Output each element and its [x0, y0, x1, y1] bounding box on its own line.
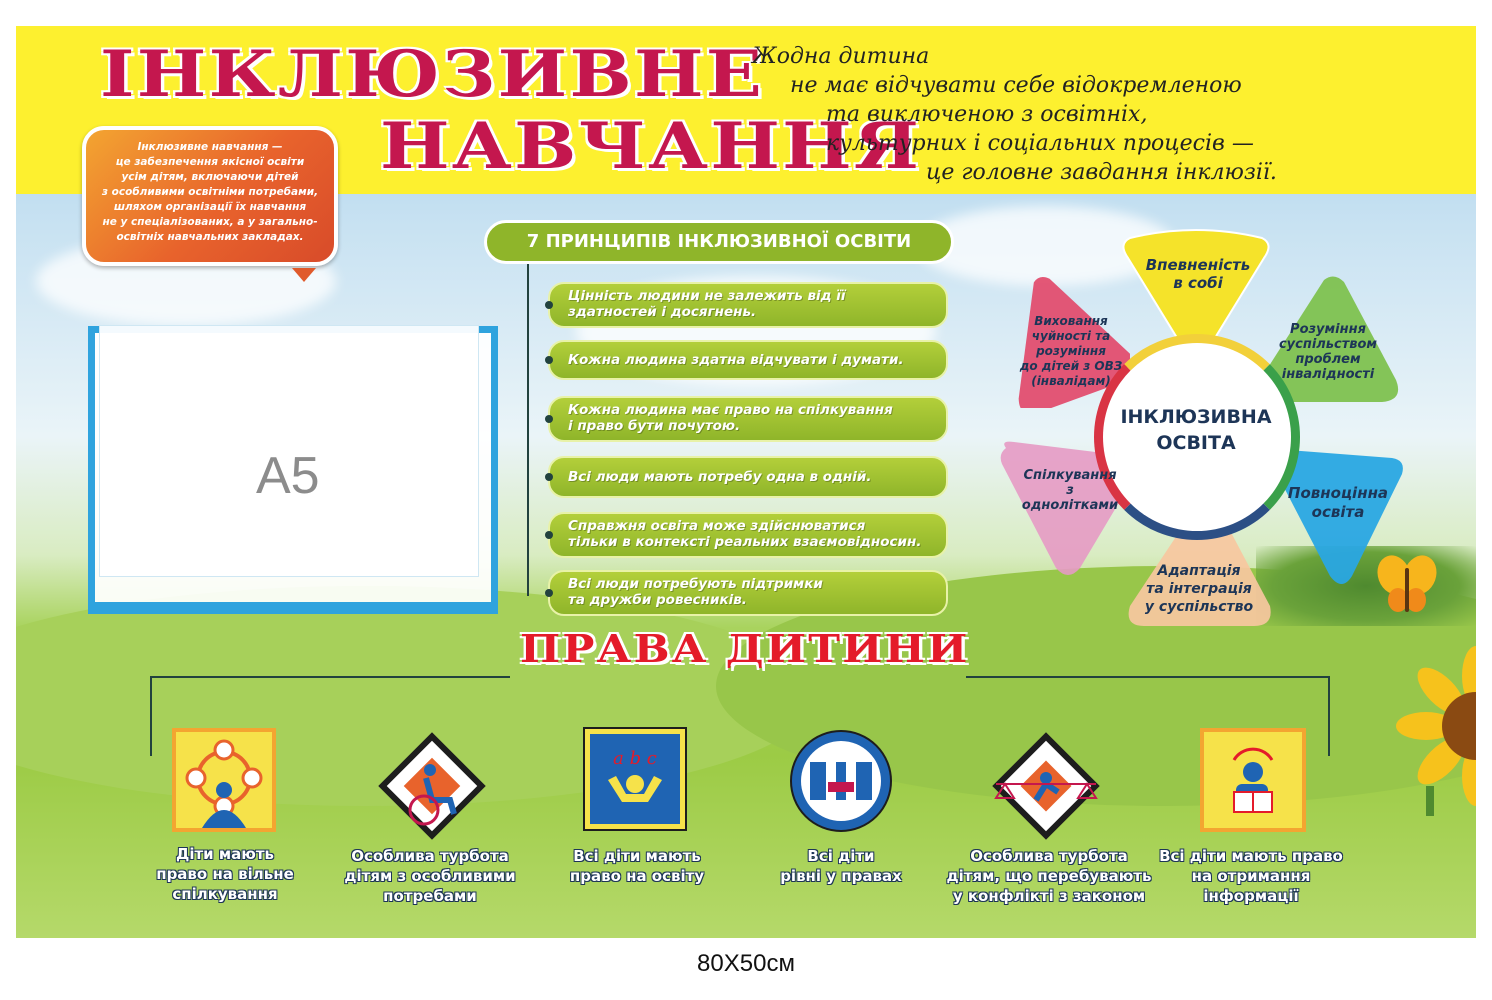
definition-line: це забезпечення якісної освіти — [115, 156, 305, 168]
bullet-dot — [545, 531, 553, 539]
principle-line: Кожна людина має право на спілкування — [568, 402, 893, 418]
principle-line: здатностей і досягнень. — [568, 304, 757, 320]
rights-title: ПРАВА ДИТИНИ — [520, 626, 970, 671]
petal-label — [1130, 256, 1266, 292]
right-label-line: Всі діти мають право — [1159, 847, 1343, 865]
principles-connector — [527, 264, 529, 596]
principle-item — [548, 396, 948, 442]
title-line-1: ІНКЛЮЗИВНЕ — [100, 37, 765, 112]
petal-label — [1010, 468, 1130, 513]
definition-line: шляхом організації їх навчання — [113, 201, 307, 213]
definition-bubble-tail — [292, 268, 316, 282]
right-label-line: у конфлікті з законом — [952, 887, 1146, 905]
petal-line: освіта — [1311, 503, 1365, 521]
petal-line: інвалідності — [1281, 367, 1375, 382]
rights-connector-left-drop — [150, 676, 152, 756]
principle-item — [548, 512, 948, 558]
principle-item — [548, 570, 948, 616]
right-label-line: право на вільне — [156, 865, 294, 883]
right-label-line: рівні у правах — [780, 867, 902, 885]
right-label — [532, 846, 742, 886]
definition-line: усім дітям, включаючи дітей — [121, 171, 299, 183]
law-scales-icon — [988, 728, 1104, 844]
petal-line: Спілкування — [1023, 468, 1117, 483]
right-label-line: Особлива турбота — [970, 847, 1128, 865]
right-label — [322, 846, 538, 906]
petal-line: розуміння — [1036, 344, 1106, 358]
center-label — [1104, 404, 1288, 456]
quote-line: культурних і соціальних процесів — — [826, 131, 1254, 156]
petal-line: в собі — [1173, 274, 1223, 292]
bullet-dot — [545, 356, 553, 364]
principle-line: Справжня освіта може здійснюватися — [568, 518, 866, 534]
petal-line: Адаптація — [1157, 563, 1241, 579]
petal-line: (інвалідам) — [1031, 374, 1111, 388]
definition-line: Інклюзивне навчання — — [137, 141, 283, 153]
petal-line: у суспільство — [1144, 599, 1254, 615]
principle-item — [548, 340, 948, 380]
bullet-dot — [545, 589, 553, 597]
communication-icon — [172, 728, 276, 832]
petal-line: Розуміння — [1290, 322, 1366, 337]
bullet-dot — [545, 473, 553, 481]
principle-line: Всі люди мають потребу одна в одній. — [568, 469, 872, 485]
petal-label — [1128, 562, 1270, 616]
sunflower-icon — [1386, 646, 1476, 816]
title-line-2: НАВЧАННЯ — [380, 109, 922, 184]
right-label-line: право на освіту — [569, 867, 705, 885]
petal-line: чуйності та — [1031, 329, 1111, 343]
right-label-line: інформації — [1203, 887, 1299, 905]
right-label — [1146, 846, 1356, 906]
equality-icon — [788, 728, 894, 834]
center-label-line: ОСВІТА — [1156, 432, 1236, 454]
petal-line: Виховання — [1034, 314, 1108, 328]
right-label — [936, 846, 1162, 906]
petal-line: до дітей з ОВЗ — [1019, 359, 1123, 373]
petal-line: однолітками — [1021, 498, 1119, 513]
petal-label — [1276, 484, 1400, 522]
right-label-line: Особлива турбота — [351, 847, 509, 865]
petal-label — [1012, 314, 1130, 389]
petal-line: суспільством — [1278, 337, 1378, 352]
a5-pocket-label: А5 — [256, 447, 320, 505]
definition-line: не у спеціалізованих, а у загально- — [102, 216, 318, 228]
definition-bubble — [82, 126, 338, 266]
petal-line: Повноцінна — [1287, 484, 1389, 502]
right-label-line: спілкування — [172, 885, 278, 903]
bullet-dot — [545, 301, 553, 309]
right-label — [120, 844, 330, 904]
petal-line: та інтеграція — [1146, 581, 1252, 597]
principle-item — [548, 456, 948, 498]
petal-line: з — [1066, 483, 1074, 498]
right-label-line: потребами — [383, 887, 477, 905]
right-label-line: на отримання — [1191, 867, 1311, 885]
quote-line: та виключеною з освітніх, — [826, 102, 1148, 127]
principle-item — [548, 282, 948, 328]
right-label — [736, 846, 946, 886]
quote-line: Жодна дитина — [752, 44, 930, 69]
size-caption: 80Х50см — [697, 950, 795, 977]
education-icon-letters: a b c — [613, 748, 657, 769]
education-icon — [582, 726, 688, 832]
principle-line: Цінність людини не залежить від її — [568, 288, 846, 304]
principle-line: Всі люди потребують підтримки — [568, 576, 823, 592]
principle-line: тільки в контексті реальних взаємовідносин. — [568, 534, 922, 550]
quote-line: не має відчувати себе відокремленою — [790, 73, 1242, 98]
right-label-line: Всі діти мають — [573, 847, 701, 865]
definition-line: з особливими освітніми потребами, — [101, 186, 319, 198]
definition-line: освітніх навчальних закладах. — [116, 231, 304, 243]
rights-connector-left — [150, 676, 510, 678]
right-label-line: дітям з особливими — [344, 867, 516, 885]
rights-connector-right — [966, 676, 1330, 678]
petal-label — [1266, 322, 1390, 382]
right-label-line: Всі діти — [807, 847, 875, 865]
rights-connector-right-drop — [1328, 676, 1330, 756]
information-icon — [1200, 728, 1306, 832]
quote-line: це головне завдання інклюзії. — [926, 160, 1277, 185]
petal-line: Впевненість — [1145, 256, 1251, 274]
principles-title: 7 ПРИНЦИПІВ ІНКЛЮЗИВНОЇ ОСВІТИ — [484, 220, 954, 264]
right-label-line: Діти мають — [175, 845, 275, 863]
wheelchair-icon — [374, 728, 490, 844]
center-label-line: ІНКЛЮЗИВНА — [1120, 406, 1272, 428]
bullet-dot — [545, 415, 553, 423]
principle-line: Кожна людина здатна відчувати і думати. — [568, 352, 904, 368]
petal-line: проблем — [1295, 352, 1361, 367]
principle-line: та дружби ровесників. — [568, 592, 747, 608]
principle-line: і право бути почутою. — [568, 418, 741, 434]
right-label-line: дітям, що перебувають — [946, 867, 1152, 885]
